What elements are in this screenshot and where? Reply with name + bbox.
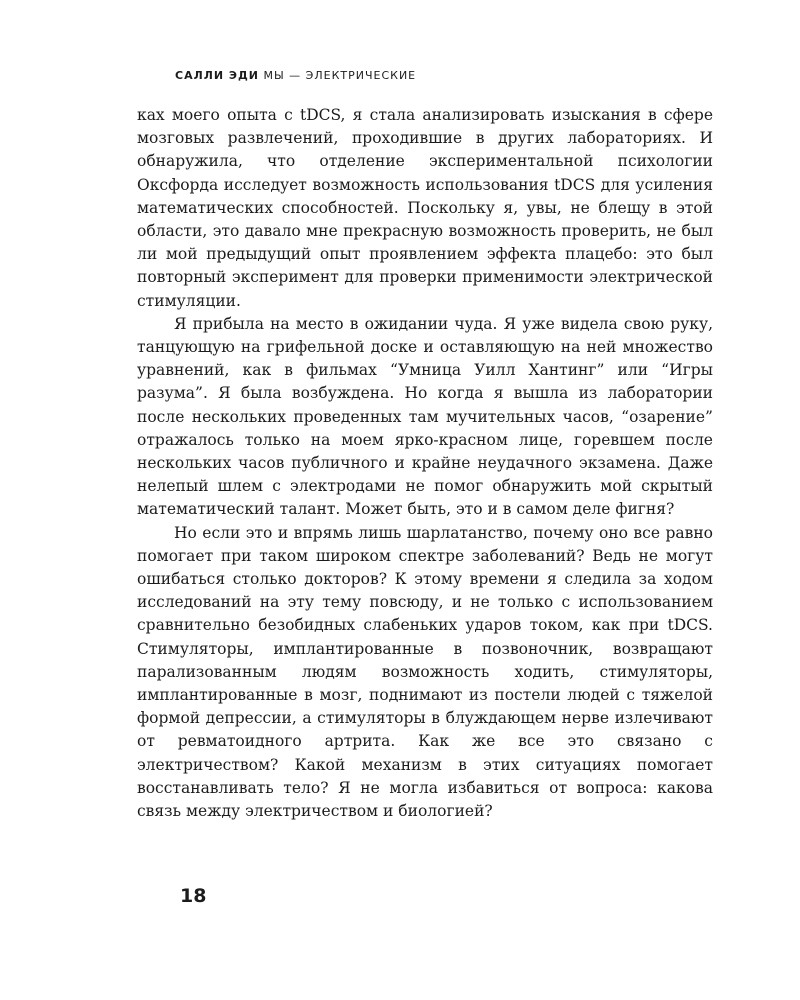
running-head [175,69,416,82]
running-head-author: САЛЛИ ЭДИ [175,69,259,82]
paragraph: Я прибыла на место в ожидании чуда. Я уже видела свою руку, танцующую на грифельной доске и оставляющую на ней множество уравнений, как в фильмах “Умница Уилл Хантинг” или “Игры разума”. Я была возбуждена. Но когда я вышла из лаборатории после нескольких проведенных там мучительных часов, “озарение” отражалось только на моем ярко-красном лице, горевшем после нескольких часов публичного и крайне неудачного экзамена. Даже нелепый шлем с электродами не помог обнаружить мой скрытый математический талант. Может быть, это и в самом деле фигня? [137,314,713,519]
body-text [137,104,713,823]
running-head-book-title: МЫ — ЭЛЕКТРИЧЕСКИЕ [263,69,417,82]
paragraph: Но если это и впрямь лишь шарлатанство, почему оно все равно помогает при таком широком спектре заболеваний? Ведь не могут ошибаться столько докторов? К этому времени я следила за ходом исследований на эту тему повсюду, и не только с использованием сравнительно безобидных слабеньких ударов током, как при tDCS. Стимуляторы, имплантированные в позвоночник, возвращают парализованным людям возможность ходить, стимуляторы, имплантированные в мозг, поднимают из постели людей с тяжелой формой депрессии, а стимуляторы в блуждающем нерве излечивают от ревматоидного артрита. Как же все это связано с электричеством? Какой механизм в этих ситуациях помогает восстанавливать тело? Я не могла избавиться от вопроса: какова связь между электричеством и биологией? [137,523,713,821]
page-number: 18 [180,885,207,907]
paragraph-continued: ках моего опыта с tDCS, я стала анализировать изыскания в сфере мозговых развлечений, проходившие в других лабораториях. И обнаружила, что отделение экспериментальной психологии Оксфорда исследует возможность использования tDCS для усиления математических способностей. Поскольку я, увы, не блещу в этой области, это давало мне прекрасную возможность проверить, не был ли мой предыдущий опыт проявлением эффекта плацебо: это был повторный эксперимент для проверки применимости электрической стимуляции. [137,106,713,310]
